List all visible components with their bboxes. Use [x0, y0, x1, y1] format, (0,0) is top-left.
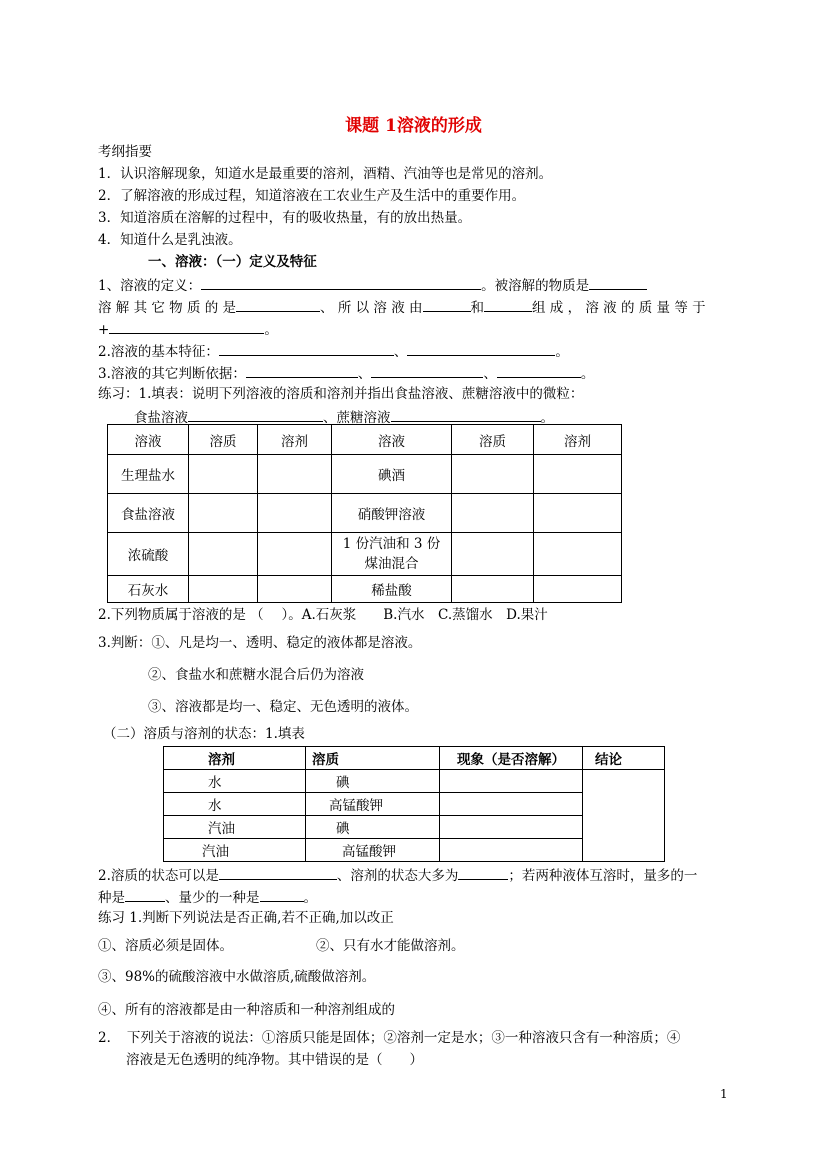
q1-text-e: 和 [470, 300, 485, 316]
empty-cell [258, 576, 332, 603]
final-question-line-2: 溶液是无色透明的纯净物。其中错误的是（ ） [126, 1052, 423, 1068]
objective-1: 1．认识溶解现象，知道水是最重要的溶剂，酒精、汽油等也是常见的溶剂。 [98, 166, 553, 182]
q2-text: 2.溶液的基本特征： [98, 344, 219, 360]
blank [371, 364, 483, 378]
table-cell: 石灰水 [108, 576, 189, 603]
practice1-intro: 练习：1.填表：说明下列溶液的溶质和溶剂并指出食盐溶液、蔗糖溶液中的微粒： [98, 386, 584, 402]
header-cell: 溶质 [306, 747, 440, 770]
state-line-2 [98, 888, 317, 906]
empty-cell [440, 816, 583, 839]
conclusion-cell [583, 770, 665, 862]
table-row [108, 494, 622, 533]
blank [219, 866, 337, 880]
state-text-e: 、量少的一种是 [165, 890, 260, 906]
page-title: 课题 1溶液的形成 [345, 116, 482, 136]
q3-line [98, 364, 594, 382]
blank [407, 342, 555, 356]
practice2-heading: 练习 1.判断下列说法是否正确,若不正确,加以改正 [98, 910, 394, 926]
blank [391, 408, 541, 422]
state-text-b: 、溶剂的状态大多为 [336, 868, 459, 884]
question-solutions: 2.下列物质属于溶液的是 （ ）。A.石灰浆 B.汽水 C.蒸馏水 D.果汁 [98, 607, 548, 623]
table-cell: 汽油 [164, 839, 306, 862]
blank [589, 276, 647, 290]
q1-text-f: 组 成 ， 溶 液 的 质 量 等 于 [532, 300, 706, 316]
judge-line-2: ②、食盐水和蔗糖水混合后仍为溶液 [148, 667, 364, 683]
blank [484, 298, 532, 312]
empty-cell [189, 455, 258, 494]
part1-heading: 一、溶液：（一）定义及特征 [148, 254, 317, 270]
blank [497, 364, 581, 378]
q1-text-b: 。被溶解的物质是 [481, 278, 590, 294]
header-cell: 溶液 [108, 425, 189, 455]
q1-text-h: 。 [264, 322, 278, 338]
empty-cell [258, 455, 332, 494]
salt-solution-label: 食盐溶液 [134, 410, 188, 426]
empty-cell [452, 455, 534, 494]
blank [423, 298, 471, 312]
q2-end: 。 [555, 344, 569, 360]
table-cell: 碘 [306, 770, 440, 793]
table-cell: 稀盐酸 [332, 576, 452, 603]
judge-line-3: ③、溶液都是均一、稳定、无色透明的液体。 [148, 699, 418, 715]
practice1-end: 。 [540, 410, 554, 426]
q1-text-a: 1、溶液的定义： [98, 278, 202, 294]
empty-cell [440, 839, 583, 862]
empty-cell [440, 793, 583, 816]
empty-cell [440, 770, 583, 793]
table-cell: 1 份汽油和 3 份煤油混合 [332, 533, 452, 576]
practice2-item-4: ④、所有的溶液都是由一种溶质和一种溶剂组成的 [98, 1002, 395, 1018]
q2-line [98, 342, 569, 360]
empty-cell [534, 533, 622, 576]
objective-3: 3．知道溶质在溶解的过程中，有的吸收热量，有的放出热量。 [98, 210, 472, 226]
solute-solvent-table [163, 746, 665, 862]
blank [236, 298, 320, 312]
practice2-item-1: ①、溶质必须是固体。 [98, 938, 233, 954]
state-line-1 [98, 866, 697, 884]
blank [246, 364, 358, 378]
section-heading: 考纲指要 [98, 144, 152, 160]
state-text-f: 。 [303, 890, 317, 906]
empty-cell [189, 576, 258, 603]
q1-line3 [98, 320, 278, 338]
table-header-row [108, 425, 622, 455]
empty-cell [258, 494, 332, 533]
blank [260, 888, 304, 902]
practice2-item-3: ③、98%的硫酸溶液中水做溶质,硫酸做溶剂。 [98, 969, 376, 985]
q1-text-g: + [98, 322, 110, 338]
table-cell: 碘酒 [332, 455, 452, 494]
blank [219, 342, 394, 356]
table-row [108, 576, 622, 603]
blank [458, 866, 508, 880]
q3-sep2: 、 [483, 366, 497, 382]
empty-cell [452, 576, 534, 603]
table-cell: 硝酸钾溶液 [332, 494, 452, 533]
q3-end: 。 [580, 366, 595, 382]
empty-cell [452, 533, 534, 576]
blank [188, 408, 323, 422]
table-cell: 汽油 [164, 816, 306, 839]
empty-cell [189, 533, 258, 576]
sugar-solution-label: 、蔗糖溶液 [323, 410, 391, 426]
table-cell: 高锰酸钾 [306, 793, 440, 816]
table-cell: 水 [164, 793, 306, 816]
q3-text: 3.溶液的其它判断依据： [98, 366, 246, 382]
q3-sep1: 、 [357, 366, 372, 382]
header-cell: 溶剂 [534, 425, 622, 455]
empty-cell [534, 455, 622, 494]
table-row [108, 533, 622, 576]
q1-text-d: 、 所 以 溶 液 由 [320, 300, 423, 316]
empty-cell [534, 494, 622, 533]
solution-table [107, 424, 622, 603]
objective-4: 4．知道什么是乳浊液。 [98, 232, 242, 248]
empty-cell [534, 576, 622, 603]
header-cell: 溶质 [452, 425, 534, 455]
header-cell: 溶质 [189, 425, 258, 455]
blank [201, 276, 481, 290]
state-text-a: 2.溶质的状态可以是 [98, 868, 219, 884]
page-number: 1 [720, 1087, 728, 1101]
judge-line-1: 3.判断：①、凡是均一、透明、稳定的液体都是溶液。 [98, 635, 422, 651]
empty-cell [452, 494, 534, 533]
table-cell: 食盐溶液 [108, 494, 189, 533]
part2-heading: （二）溶质与溶剂的状态：1.填表 [103, 726, 305, 742]
header-cell: 现象（是否溶解） [440, 747, 583, 770]
q2-sep: 、 [393, 344, 408, 360]
header-cell: 结论 [583, 747, 665, 770]
table-row [164, 770, 665, 793]
header-cell: 溶剂 [258, 425, 332, 455]
q1-line2 [98, 298, 706, 316]
table-cell: 高锰酸钾 [306, 839, 440, 862]
empty-cell [258, 533, 332, 576]
blank [109, 320, 264, 334]
table-cell: 水 [164, 770, 306, 793]
header-cell: 溶剂 [164, 747, 306, 770]
blank [125, 888, 165, 902]
table-row [108, 455, 622, 494]
state-text-d: 种是 [98, 890, 125, 906]
practice2-item-2: ②、只有水才能做溶剂。 [316, 938, 465, 954]
objective-2: 2．了解溶液的形成过程，知道溶液在工农业生产及生活中的重要作用。 [98, 188, 526, 204]
table-cell: 浓硫酸 [108, 533, 189, 576]
header-cell: 溶液 [332, 425, 452, 455]
table-cell: 碘 [306, 816, 440, 839]
table-cell: 生理盐水 [108, 455, 189, 494]
state-text-c: ；若两种液体互溶时，量多的一 [508, 868, 698, 884]
q1-text-c: 溶 解 其 它 物 质 的 是 [98, 300, 237, 316]
q1-line1 [98, 276, 647, 294]
empty-cell [189, 494, 258, 533]
final-question-line-1: 2． 下列关于溶液的说法：①溶质只能是固体；②溶剂一定是水；③一种溶液只含有一种溶质；④ [98, 1030, 681, 1046]
table-header-row [164, 747, 665, 770]
